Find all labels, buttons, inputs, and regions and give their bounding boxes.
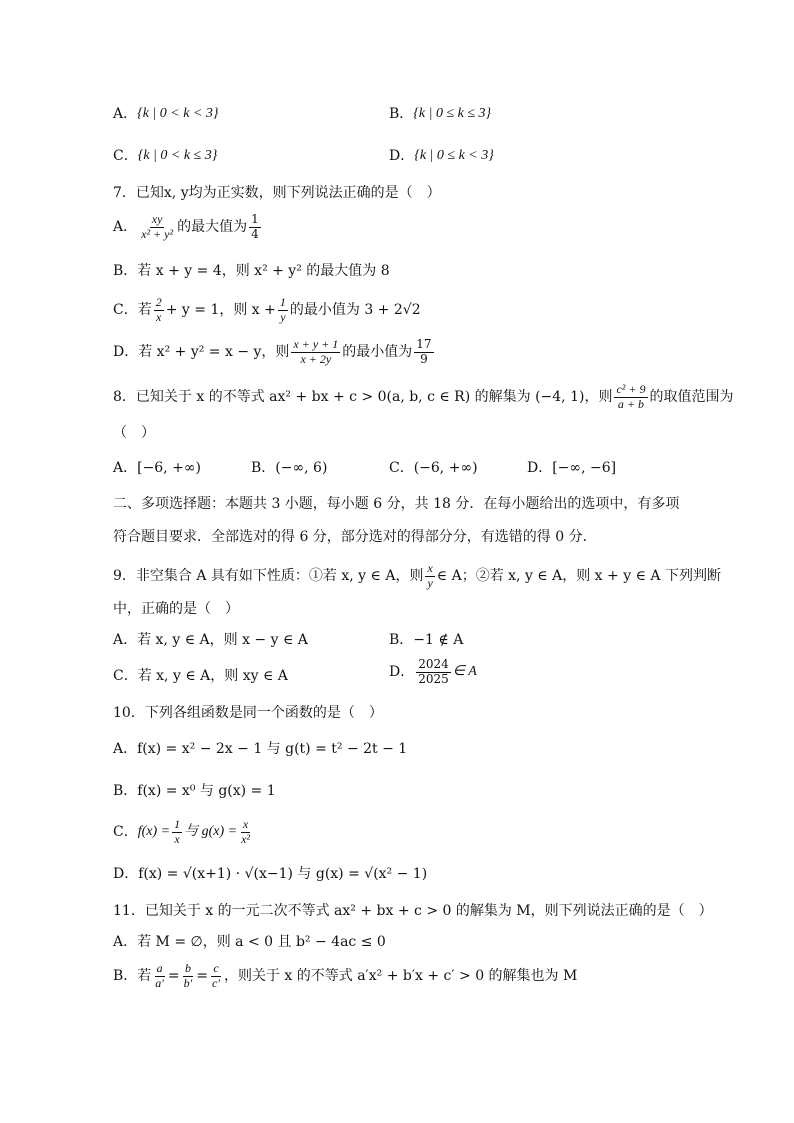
- q6-option-c-expr: {k | 0 < k ≤ 3}: [137, 148, 218, 163]
- q11-stem: 11．已知关于 x 的一元二次不等式 ax² + bx + c > 0 的解集为 M，则下列说法正确的是（ ）: [113, 903, 713, 919]
- q6-option-c: [113, 148, 217, 165]
- q7-option-b-label: B．: [113, 263, 138, 279]
- q10-c-fraction2: [239, 818, 252, 847]
- q8-stem-post: 的取值范围为: [649, 388, 734, 405]
- q9-den: y: [427, 575, 433, 590]
- q7-d-mid: 的最小值为: [342, 343, 413, 360]
- q9-stem-post: ∈ A；②若 x, y ∈ A，则 x + y ∈ A 下列判断: [436, 567, 721, 584]
- q11-b-den3: c′: [212, 975, 220, 990]
- q6-option-a: [113, 106, 219, 123]
- q7-d-num2: 17: [416, 337, 432, 351]
- q7-stem: 7．已知x, y均为正实数，则下列说法正确的是（ ）: [113, 185, 441, 201]
- q7-option-b: [113, 263, 390, 280]
- q9-option-b: B．−1 ∉ A: [389, 632, 464, 648]
- q9-option-a: A．若 x, y ∈ A，则 x − y ∈ A: [113, 632, 308, 648]
- q9-fraction: [425, 562, 434, 591]
- section2-line1: 二、多项选择题：本题共 3 小题，每小题 6 分，共 18 分．在每小题给出的选项中，有多项: [113, 496, 680, 512]
- q10-option-d: D．f(x) = √(x+1) · √(x−1) 与 g(x) = √(x² − 1): [113, 866, 428, 882]
- q10-option-a: A．f(x) = x² − 2x − 1 与 g(t) = t² − 2t − 1: [113, 741, 408, 757]
- q10-c-mid: 与 g(x) =: [184, 823, 238, 839]
- q9-d-num: 2024: [418, 657, 449, 671]
- section2-line2: 符合题目要求．全部选对的得 6 分，部分选对的得部分分，有选错的得 0 分．: [113, 529, 597, 545]
- q11-option-a: A．若 M = ∅，则 a < 0 且 b² − 4ac ≤ 0: [113, 934, 386, 950]
- q10-option-b: B．f(x) = x⁰ 与 g(x) = 1: [113, 783, 276, 799]
- q10-option-c: [113, 818, 254, 847]
- q6-option-d: [389, 148, 494, 165]
- q8-stem: [113, 383, 734, 412]
- q11-b-den2: b′: [183, 975, 193, 990]
- q7-c-fraction: [154, 296, 164, 325]
- q7-c-num2: 1: [279, 295, 286, 309]
- q6-option-b: [389, 106, 491, 123]
- q8-option-d: D．[−∞, −6]: [527, 460, 617, 476]
- q6-option-d-expr: {k | 0 ≤ k < 3}: [414, 148, 494, 163]
- q6-option-d-label: D．: [389, 148, 415, 164]
- q10-c-num2: x: [242, 817, 249, 831]
- q7-c-fraction2: [278, 296, 288, 325]
- q9-num: x: [427, 561, 433, 575]
- q9-d-fraction: [416, 658, 451, 687]
- q7-d-pre: 若 x² + y² = x − y，则: [138, 343, 290, 360]
- q7-option-a-label: A．: [113, 218, 138, 235]
- q9-stem-line2: 中，正确的是（ ）: [113, 601, 239, 617]
- q7-option-d-label: D．: [113, 343, 139, 360]
- q7-d-num: x + y + 1: [293, 337, 339, 351]
- q7-option-a: [113, 213, 263, 242]
- q7-d-fraction2: [414, 338, 433, 367]
- q7-a-num2: 1: [251, 212, 259, 226]
- q7-c-den2: y: [280, 309, 286, 324]
- q7-d-den: x + 2y: [300, 351, 332, 366]
- q10-c-den: x: [174, 831, 180, 846]
- q11-b-pre: 若: [137, 967, 152, 984]
- q8-stem-line2: （ ）: [113, 425, 155, 441]
- q10-c-fraction: [172, 818, 182, 847]
- q7-c-mid: + y = 1，则 x +: [165, 301, 276, 318]
- q7-a-den2: 4: [251, 226, 259, 241]
- q9-option-d: [389, 658, 477, 687]
- q11-b-fraction1: [153, 962, 166, 991]
- q10-c-pre: f(x) =: [137, 823, 171, 839]
- q9-stem-pre: 9．非空集合 A 具有如下性质：①若 x, y ∈ A，则: [113, 567, 424, 584]
- q6-option-a-label: A．: [113, 106, 138, 122]
- q11-option-b-label: B．: [113, 967, 138, 984]
- q7-c-pre: 若: [137, 301, 152, 318]
- q11-b-fraction3: [210, 962, 222, 991]
- q6-option-b-expr: {k | 0 ≤ k ≤ 3}: [413, 106, 492, 121]
- q11-b-eq1: =: [167, 967, 180, 984]
- q7-c-num: 2: [155, 295, 162, 309]
- q8-option-c: C．(−6, +∞): [389, 460, 478, 476]
- q7-option-c-label: C．: [113, 301, 138, 318]
- q9-d-post: ∈ A: [452, 663, 477, 679]
- q8-den: a + b: [617, 396, 645, 411]
- q11-b-fraction2: [182, 962, 195, 991]
- q7-a-fraction: [139, 213, 175, 242]
- q6-option-a-expr: {k | 0 < k < 3}: [137, 106, 219, 121]
- q7-option-b-text: 若 x + y = 4，则 x² + y² 的最大值为 8: [137, 263, 390, 279]
- q7-d-fraction: [291, 338, 340, 367]
- q7-a-fraction2: [249, 213, 261, 242]
- q7-c-post: 的最小值为 3 + 2√2: [289, 301, 421, 318]
- q8-num: c² + 9: [616, 382, 646, 396]
- q10-c-num: 1: [174, 817, 181, 831]
- q11-b-num2: b: [184, 961, 191, 975]
- q10-stem: 10．下列各组函数是同一个函数的是（ ）: [113, 705, 383, 721]
- q9-stem: [113, 562, 721, 591]
- q11-b-num3: c: [213, 961, 219, 975]
- q9-d-den: 2025: [418, 671, 449, 686]
- q11-b-den1: a′: [155, 975, 164, 990]
- q11-b-eq2: =: [196, 967, 209, 984]
- q9-option-c: C．若 x, y ∈ A，则 xy ∈ A: [113, 668, 288, 684]
- q7-a-num: xy: [151, 212, 163, 226]
- q11-b-post: ，则关于 x 的不等式 a′x² + b′x + c′ > 0 的解集也为 M: [223, 967, 578, 984]
- q8-fraction: [614, 383, 647, 412]
- q7-a-text: 的最大值为: [177, 218, 248, 235]
- q11-option-b: [113, 962, 577, 991]
- q11-b-num1: a: [156, 961, 163, 975]
- q6-option-c-label: C．: [113, 148, 138, 164]
- q10-c-den2: x²: [241, 831, 251, 846]
- q10-option-c-label: C．: [113, 823, 138, 840]
- q7-a-den: x² + y²: [141, 226, 174, 241]
- q7-d-den2: 9: [420, 351, 428, 366]
- q7-c-den: x: [156, 309, 162, 324]
- q9-option-d-label: D．: [389, 663, 415, 680]
- q8-option-a: A．[−6, +∞): [113, 460, 201, 476]
- q6-option-b-label: B．: [389, 106, 414, 122]
- q8-stem-pre: 8．已知关于 x 的不等式 ax² + bx + c > 0(a, b, c ∈ R) 的解集为 (−4, 1)，则: [113, 388, 613, 405]
- q7-option-d: [113, 338, 436, 367]
- q7-option-c: [113, 296, 421, 325]
- q8-option-b: B．(−∞, 6): [251, 460, 328, 476]
